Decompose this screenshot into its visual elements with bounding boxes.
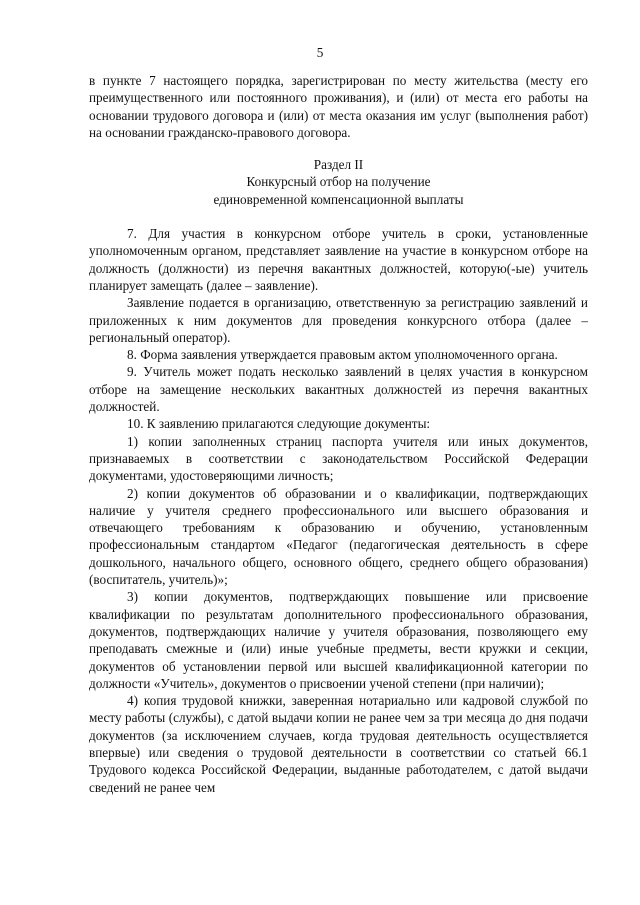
section-heading: [89, 156, 588, 208]
list-item-3: 3) копии документов, подтверждающих повышение или присвоение квалификации по результатам дополнительного профессионального образования, документов, подтверждающих наличие у учителя образования, позволяющего ему преподавать смежные и (или) иные учебные предметы, вести кружки и секции, документов об установлении первой или высшей квалификационной категории по должности «Учитель», документов о присвоении ученой степени (при наличии);: [89, 589, 588, 691]
list-item-2: 2) копии документов об образовании и о квалификации, подтверждающих наличие у учителя среднего профессионального или высшего образования и отвечающего требованиям к образованию и обучению, установленным профессиональным стандартом «Педагог (педагогическая деятельность в сфере дошкольного, начального общего, основного общего, среднего общего образования) (воспитатель, учитель)»;: [89, 485, 588, 588]
page-number: 5: [316, 45, 324, 60]
paragraph-8: 8. Форма заявления утверждается правовым актом уполномоченного органа.: [127, 347, 558, 363]
list-item-4: 4) копия трудовой книжки, заверенная нотариально или кадровой службой по месту работы (службы), с датой выдачи копии не ранее чем за три месяца до дня подачи документов (за исключением случаев, когда трудовая деятельность осуществляется впервые) или сведения о трудовой деятельности в соответствии со статьей 66.1 Трудового кодекса Российской Федерации, выданные работодателем, с датой выдачи сведений не ранее чем: [89, 693, 588, 795]
paragraph-9: 9. Учитель может подать несколько заявлений в целях участия в конкурсном отборе на замещение нескольких вакантных должностей из перечня вакантных должностей.: [89, 364, 588, 415]
paragraph-7-continuation: Заявление подается в организацию, ответственную за регистрацию заявлений и приложенных к ним документов для проведения конкурсного отбора (далее – региональный оператор).: [89, 295, 588, 345]
paragraph-10: 10. К заявлению прилагаются следующие документы:: [127, 416, 431, 432]
list-item-1: 1) копии заполненных страниц паспорта учителя или иных документов, признаваемых в соответствии с законодательством Российской Федерации документами, удостоверяющими личность;: [89, 433, 588, 484]
section-title-line-1: Конкурсный отбор на получение: [246, 174, 431, 190]
section-title-line-2: единовременной компенсационной выплаты: [213, 191, 464, 207]
page-content: [89, 72, 588, 796]
intro-paragraph: в пункте 7 настоящего порядка, зарегистрирован по месту жительства (месту его преимущественного или постоянного проживания), и (или) от места его работы на основании трудового договора и (или) от места оказания им услуг (выполнения работ) на основании гражданско-правового договора.: [89, 73, 588, 140]
section-number: Раздел II: [313, 157, 364, 173]
paragraph-7: 7. Для участия в конкурсном отборе учитель в сроки, установленные уполномоченным органом, представляет заявление на участие в конкурсном отборе на должность (должности) из перечня вакантных должностей, которую(-ые) учитель планирует замещать (далее – заявление).: [89, 226, 588, 293]
